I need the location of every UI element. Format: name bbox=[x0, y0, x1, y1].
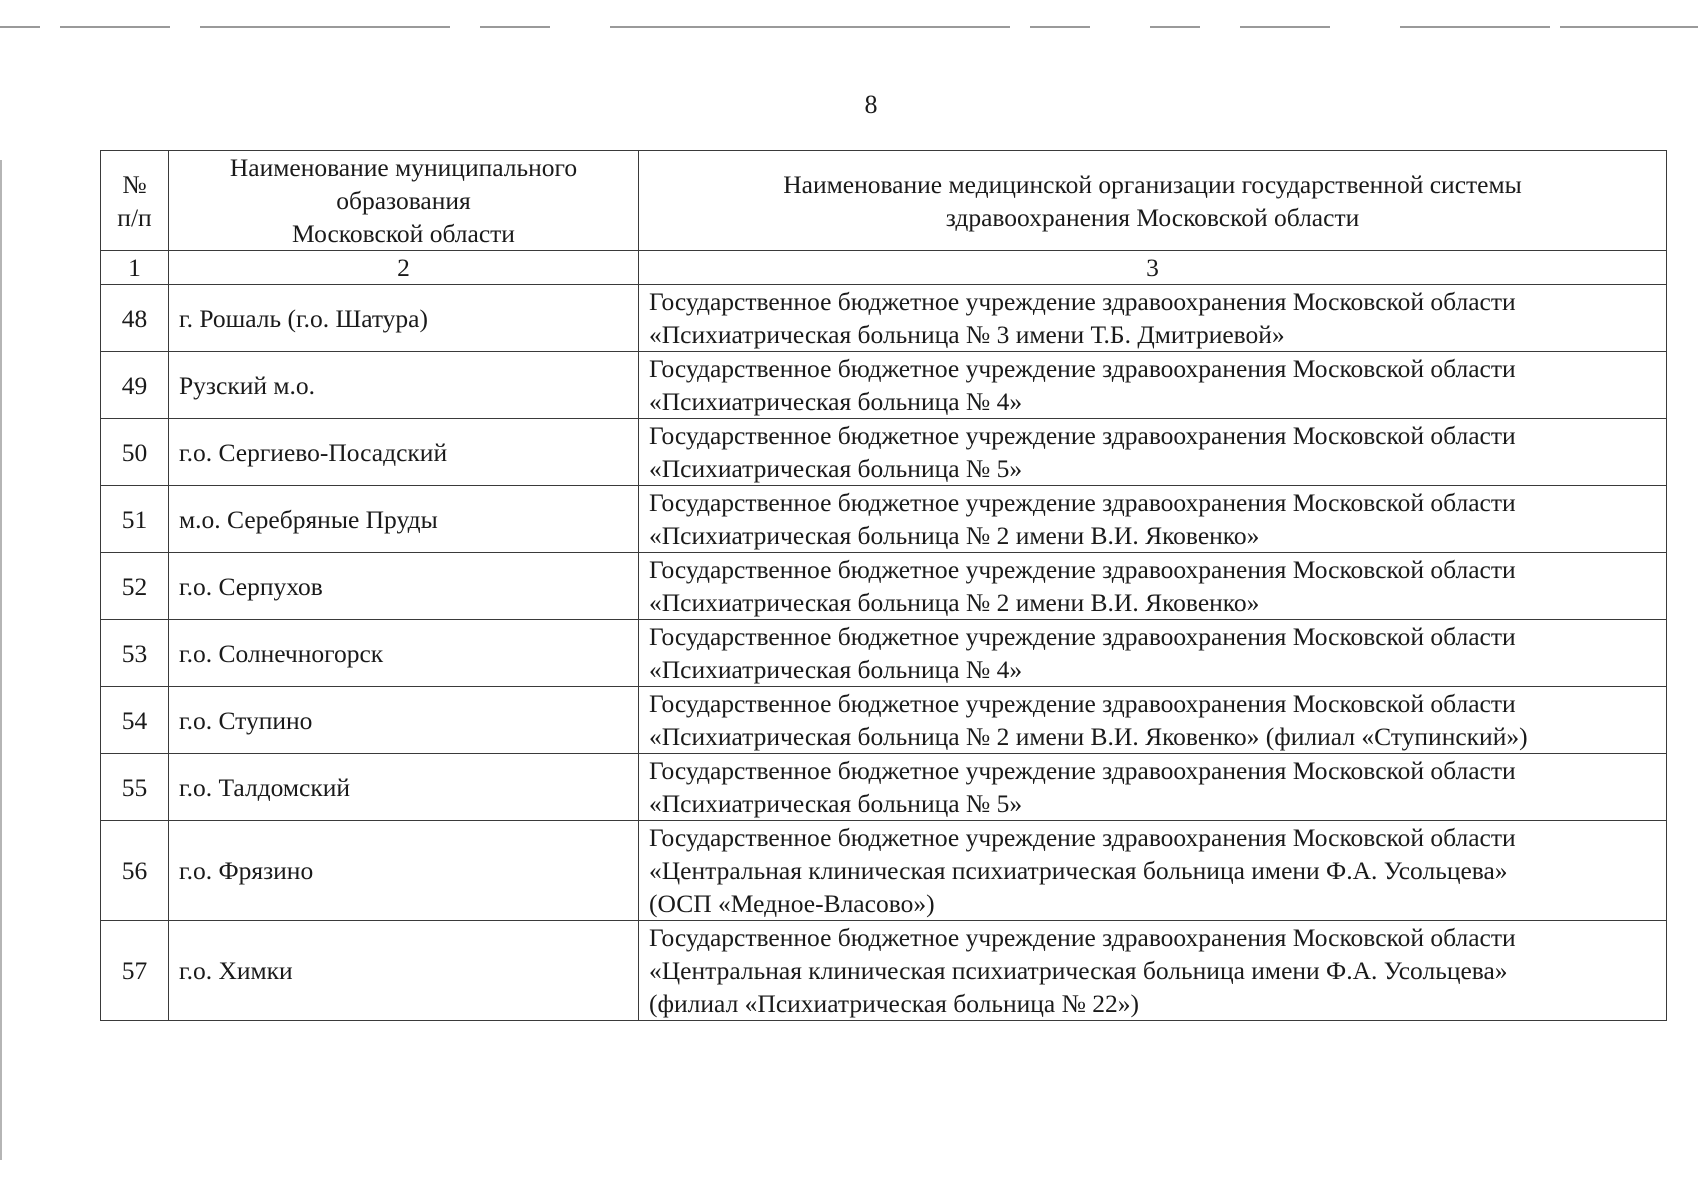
table-row bbox=[101, 687, 1667, 754]
column-index: 2 bbox=[169, 251, 639, 285]
organization-cell: Государственное бюджетное учреждение здравоохранения Московской области «Психиатрическая больница № 4» bbox=[639, 620, 1667, 687]
scan-artifact-line bbox=[1240, 26, 1330, 28]
scan-left-edge bbox=[0, 160, 2, 1160]
row-number: 52 bbox=[101, 553, 169, 620]
page-number: 8 bbox=[864, 90, 878, 119]
organizations-table bbox=[100, 150, 1667, 1021]
municipality-cell: Рузский м.о. bbox=[169, 352, 639, 419]
column-index: 1 bbox=[101, 251, 169, 285]
municipality-cell: г.о. Ступино bbox=[169, 687, 639, 754]
organization-cell: Государственное бюджетное учреждение здравоохранения Московской области «Центральная клиническая психиатрическая больница имени Ф.А. Усольцева» (филиал «Психиатрическая больница № 22») bbox=[639, 921, 1667, 1021]
scan-artifact-line bbox=[1150, 26, 1200, 28]
row-number: 54 bbox=[101, 687, 169, 754]
header-number: № п/п bbox=[101, 151, 169, 251]
organization-cell: Государственное бюджетное учреждение здравоохранения Московской области «Психиатрическая больница № 2 имени В.И. Яковенко» (филиал «Ступинский») bbox=[639, 687, 1667, 754]
column-index: 3 bbox=[639, 251, 1667, 285]
organization-cell: Государственное бюджетное учреждение здравоохранения Московской области «Психиатрическая больница № 3 имени Т.Б. Дмитриевой» bbox=[639, 285, 1667, 352]
row-number: 49 bbox=[101, 352, 169, 419]
row-number: 56 bbox=[101, 821, 169, 921]
table-row bbox=[101, 921, 1667, 1021]
municipality-cell: г.о. Серпухов bbox=[169, 553, 639, 620]
organization-cell: Государственное бюджетное учреждение здравоохранения Московской области «Центральная клиническая психиатрическая больница имени Ф.А. Усольцева» (ОСП «Медное-Власово») bbox=[639, 821, 1667, 921]
header-municipality: Наименование муниципального образования Московской области bbox=[169, 151, 639, 251]
table-row bbox=[101, 553, 1667, 620]
table-row bbox=[101, 754, 1667, 821]
header-organization: Наименование медицинской организации государственной системы здравоохранения Московской области bbox=[639, 151, 1667, 251]
scan-artifact-line bbox=[610, 26, 1010, 28]
table-row bbox=[101, 419, 1667, 486]
table-row bbox=[101, 486, 1667, 553]
table-header-row bbox=[101, 151, 1667, 251]
table-row bbox=[101, 352, 1667, 419]
municipality-cell: г.о. Химки bbox=[169, 921, 639, 1021]
organization-cell: Государственное бюджетное учреждение здравоохранения Московской области «Психиатрическая больница № 5» bbox=[639, 419, 1667, 486]
table-row bbox=[101, 821, 1667, 921]
municipality-cell: г. Рошаль (г.о. Шатура) bbox=[169, 285, 639, 352]
column-index-row bbox=[101, 251, 1667, 285]
municipality-cell: г.о. Сергиево-Посадский bbox=[169, 419, 639, 486]
row-number: 48 bbox=[101, 285, 169, 352]
row-number: 51 bbox=[101, 486, 169, 553]
municipality-cell: г.о. Фрязино bbox=[169, 821, 639, 921]
scan-artifact-line bbox=[1400, 26, 1550, 28]
row-number: 53 bbox=[101, 620, 169, 687]
row-number: 55 bbox=[101, 754, 169, 821]
scan-artifact-line bbox=[480, 26, 550, 28]
organization-cell: Государственное бюджетное учреждение здравоохранения Московской области «Психиатрическая больница № 2 имени В.И. Яковенко» bbox=[639, 486, 1667, 553]
scan-artifact-line bbox=[200, 26, 450, 28]
scan-artifact-line bbox=[1560, 26, 1698, 28]
municipality-cell: г.о. Талдомский bbox=[169, 754, 639, 821]
table-row bbox=[101, 285, 1667, 352]
organization-cell: Государственное бюджетное учреждение здравоохранения Московской области «Психиатрическая больница № 5» bbox=[639, 754, 1667, 821]
municipality-cell: г.о. Солнечногорск bbox=[169, 620, 639, 687]
scan-artifact-line bbox=[1030, 26, 1090, 28]
row-number: 57 bbox=[101, 921, 169, 1021]
scan-artifact-line bbox=[60, 26, 170, 28]
row-number: 50 bbox=[101, 419, 169, 486]
table-row bbox=[101, 620, 1667, 687]
organization-cell: Государственное бюджетное учреждение здравоохранения Московской области «Психиатрическая больница № 2 имени В.И. Яковенко» bbox=[639, 553, 1667, 620]
municipality-cell: м.о. Серебряные Пруды bbox=[169, 486, 639, 553]
scan-artifact-line bbox=[0, 26, 40, 28]
organization-cell: Государственное бюджетное учреждение здравоохранения Московской области «Психиатрическая больница № 4» bbox=[639, 352, 1667, 419]
